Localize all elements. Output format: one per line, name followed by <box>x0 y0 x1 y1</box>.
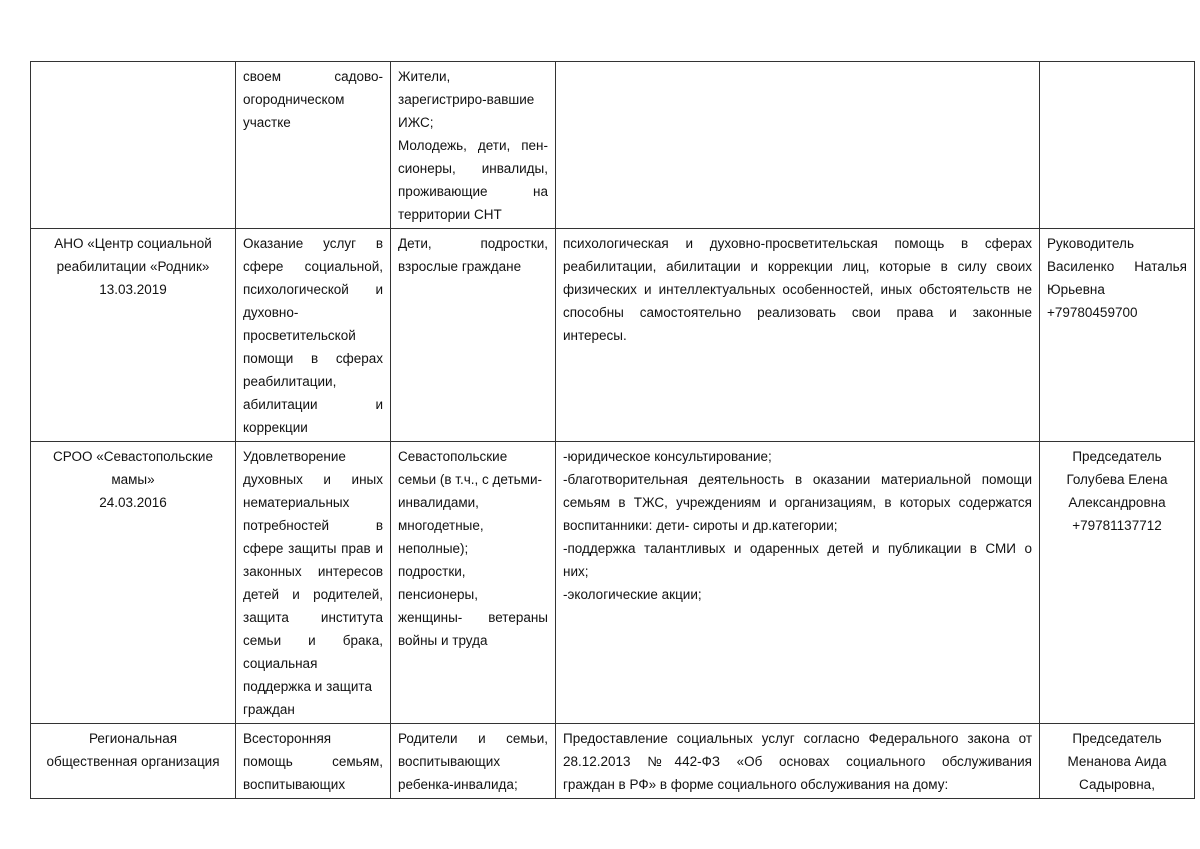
target-line: взрослые граждане <box>398 259 522 274</box>
target-line: ИЖС; <box>398 115 434 130</box>
services-cell <box>236 442 391 724</box>
services-line: духовных и иных <box>243 472 383 487</box>
description-line: Предоставление социальных услуг согласно Федерального закона от <box>563 731 1032 746</box>
target-line: неполные); <box>398 541 469 556</box>
services-line: Удовлетворение <box>243 449 346 464</box>
target-line: пенсионеры, <box>398 587 478 602</box>
description-line: -юридическое консультирование; <box>563 449 772 464</box>
org-cell <box>31 62 236 229</box>
services-line: духовно- <box>243 305 299 320</box>
description-cell <box>556 62 1040 229</box>
contact-name: Садыровна, <box>1079 777 1155 792</box>
description-cell <box>556 442 1040 724</box>
organizations-table <box>30 61 1195 799</box>
services-line: поддержка и защита <box>243 679 372 694</box>
description-line: физических и интеллектуальных особенностей, иных обстоятельств не <box>563 282 1032 297</box>
services-line: огородническом <box>243 92 345 107</box>
description-line: граждан в РФ» в форме социального обслуживания на дому: <box>563 777 949 792</box>
services-cell <box>236 229 391 442</box>
table-row <box>31 442 1195 724</box>
target-cell <box>391 442 556 724</box>
services-line: граждан <box>243 702 295 717</box>
target-cell <box>391 62 556 229</box>
target-line: территории СНТ <box>398 207 502 222</box>
target-line: проживающие на <box>398 184 548 199</box>
services-line: участке <box>243 115 291 130</box>
services-line: семьи и брака, <box>243 633 383 648</box>
services-line: нематериальных <box>243 495 350 510</box>
contact-phone: +79781137712 <box>1072 518 1162 533</box>
description-line: воспитанники: дети- сироты и др.категории; <box>563 518 838 533</box>
services-line: психологической и <box>243 282 383 297</box>
contact-name: Менанова Аида <box>1067 754 1167 769</box>
table-row <box>31 229 1195 442</box>
services-line: законных интересов <box>243 564 383 579</box>
services-line: помощь семьям, <box>243 754 383 769</box>
org-cell <box>31 229 236 442</box>
services-line: воспитывающих <box>243 777 346 792</box>
org-line: общественная организация <box>46 754 220 769</box>
target-line: Молодежь, дети, пен- <box>398 138 548 153</box>
contact-phone: +79780459700 <box>1047 305 1138 320</box>
target-line: Дети, подростки, <box>398 236 548 251</box>
services-line: детей и родителей, <box>243 587 383 602</box>
org-cell <box>31 724 236 799</box>
contact-cell <box>1040 62 1195 229</box>
table-row <box>31 724 1195 799</box>
target-line: ребенка-инвалида; <box>398 777 518 792</box>
services-line: своем садово- <box>243 69 383 84</box>
description-line: -поддержка талантливых и одаренных детей и публикации в СМИ о <box>563 541 1032 556</box>
contact-name: Василенко Наталья <box>1047 259 1187 274</box>
services-line: просветительской <box>243 328 356 343</box>
contact-role: Председатель <box>1072 731 1162 746</box>
description-line: -благотворительная деятельность в оказании материальной помощи <box>563 472 1032 487</box>
contact-role: Председатель <box>1072 449 1162 464</box>
target-line: женщины- ветераны <box>398 610 548 625</box>
target-line: Родители и семьи, <box>398 731 548 746</box>
description-line: них; <box>563 564 589 579</box>
target-line: подростки, <box>398 564 466 579</box>
description-line: 28.12.2013 №442-ФЗ «Об основах социального обслуживания <box>563 754 1032 769</box>
contact-cell <box>1040 229 1195 442</box>
org-line: СРОО «Севастопольские <box>53 449 213 464</box>
target-cell <box>391 229 556 442</box>
services-line: коррекции <box>243 420 308 435</box>
services-line: сфере защиты прав и <box>243 541 383 556</box>
org-line: мамы» <box>111 472 155 487</box>
services-cell <box>236 724 391 799</box>
org-date: 24.03.2016 <box>99 495 167 510</box>
org-line: реабилитации «Родник» <box>56 259 210 274</box>
contact-name: Голубева Елена <box>1066 472 1168 487</box>
target-line: войны и труда <box>398 633 488 648</box>
services-line: социальная <box>243 656 318 671</box>
target-line: инвалидами, <box>398 495 479 510</box>
services-line: сфере социальной, <box>243 259 383 274</box>
services-line: абилитации и <box>243 397 383 412</box>
services-line: реабилитации, <box>243 374 337 389</box>
org-date: 13.03.2019 <box>99 282 167 297</box>
target-line: воспитывающих <box>398 754 501 769</box>
description-line: психологическая и духовно-просветительская помощь в сферах <box>563 236 1032 251</box>
target-line: Жители, <box>398 69 451 84</box>
contact-name: Юрьевна <box>1047 282 1105 297</box>
org-line: АНО «Центр социальной <box>54 236 212 251</box>
description-line: -экологические акции; <box>563 587 702 602</box>
target-line: семьи (в т.ч., с детьми- <box>398 472 542 487</box>
target-line: зарегистриро-вавшие <box>398 92 535 107</box>
contact-cell <box>1040 442 1195 724</box>
description-line: реабилитации, абилитации и коррекции лиц, которые в силу своих <box>563 259 1032 274</box>
services-cell <box>236 62 391 229</box>
services-line: Оказание услуг в <box>243 236 383 251</box>
description-line: интересы. <box>563 328 627 343</box>
description-cell <box>556 724 1040 799</box>
contact-cell <box>1040 724 1195 799</box>
contact-name: Александровна <box>1068 495 1166 510</box>
services-line: Всесторонняя <box>243 731 332 746</box>
target-cell <box>391 724 556 799</box>
description-line: семьям в ТЖС, учреждениям и организациям, в которых содержатся <box>563 495 1032 510</box>
target-line: сионеры, инвалиды, <box>398 161 548 176</box>
table-row <box>31 62 1195 229</box>
services-line: помощи в сферах <box>243 351 383 366</box>
target-line: Севастопольские <box>398 449 508 464</box>
services-line: защита института <box>243 610 383 625</box>
description-cell <box>556 229 1040 442</box>
contact-role: Руководитель <box>1047 236 1134 251</box>
description-line: способны самостоятельно реализовать свои права и законные <box>563 305 1032 320</box>
org-line: Региональная <box>88 731 178 746</box>
org-cell <box>31 442 236 724</box>
services-line: потребностей в <box>243 518 383 533</box>
target-line: многодетные, <box>398 518 484 533</box>
